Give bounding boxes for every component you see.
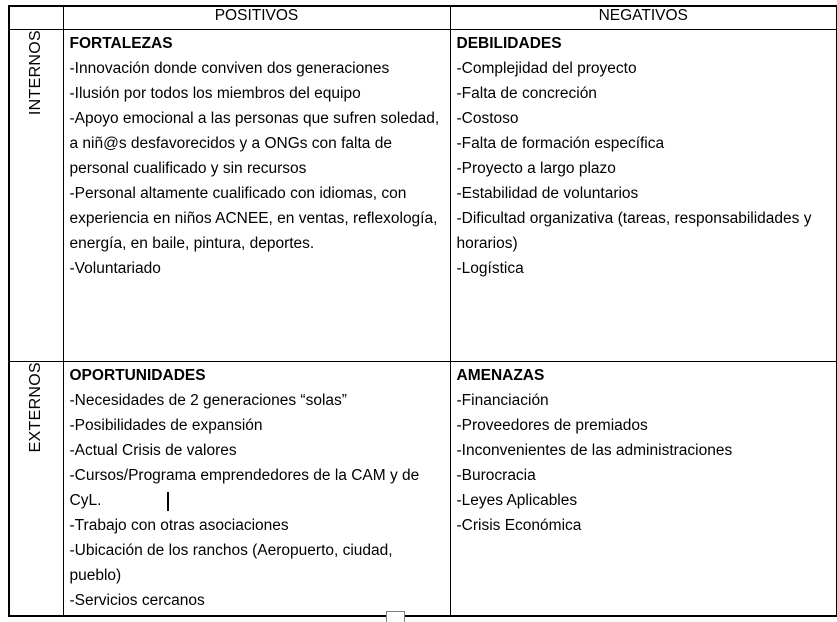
list-item: -Financiación bbox=[456, 391, 549, 409]
list-item: -Inconvenientes de las administraciones bbox=[456, 441, 733, 459]
list-item: -Personal altamente cualificado con idiomas, con experiencia en niños ACNEE, en ventas, reflexología, energía, en baile, pintura, deportes. bbox=[69, 184, 438, 252]
header-row bbox=[9, 6, 837, 29]
text-caret bbox=[167, 492, 169, 511]
list-item: -Logística bbox=[456, 259, 524, 277]
list-item: -Proyecto a largo plazo bbox=[456, 159, 616, 177]
row-header-internos[interactable] bbox=[9, 29, 63, 361]
list-item: -Falta de concreción bbox=[456, 84, 597, 102]
quadrant-list-fortalezas bbox=[70, 56, 444, 281]
list-item: -Costoso bbox=[456, 109, 519, 127]
list-item: -Apoyo emocional a las personas que sufren soledad, a niñ@s desfavorecidos y a ONGs con falta de personal cualificado y sin recursos bbox=[69, 109, 440, 177]
list-item: -Falta de formación específica bbox=[456, 134, 665, 152]
quadrant-title-fortalezas: FORTALEZAS bbox=[69, 34, 173, 52]
quadrant-title-debilidades: DEBILIDADES bbox=[456, 34, 562, 52]
list-item: -Leyes Aplicables bbox=[456, 491, 578, 509]
list-item: -Cursos/Programa emprendedores de la CAM y de CyL. bbox=[69, 466, 420, 509]
corner-cell[interactable] bbox=[9, 6, 63, 29]
quadrant-list-oportunidades bbox=[70, 388, 444, 613]
list-item: -Proveedores de premiados bbox=[456, 416, 648, 434]
list-item: -Servicios cercanos bbox=[69, 591, 205, 609]
quadrant-list-amenazas bbox=[457, 388, 831, 538]
list-item: -Complejidad del proyecto bbox=[456, 59, 637, 77]
swot-table bbox=[8, 5, 837, 617]
list-item: -Innovación donde conviven dos generaciones bbox=[69, 59, 390, 77]
list-item: -Estabilidad de voluntarios bbox=[456, 184, 639, 202]
list-item: -Ilusión por todos los miembros del equipo bbox=[69, 84, 361, 102]
row-header-internos-label: INTERNOS bbox=[27, 29, 45, 115]
column-header-positivos[interactable]: POSITIVOS bbox=[63, 6, 450, 29]
list-item: -Trabajo con otras asociaciones bbox=[69, 516, 289, 534]
list-item: -Actual Crisis de valores bbox=[69, 441, 237, 459]
quadrant-debilidades[interactable] bbox=[450, 29, 837, 361]
quadrant-amenazas[interactable] bbox=[450, 361, 837, 616]
list-item: -Dificultad organizativa (tareas, responsabilidades y horarios) bbox=[456, 209, 812, 252]
list-item: -Crisis Económica bbox=[456, 516, 582, 534]
quadrant-list-debilidades bbox=[457, 56, 831, 281]
row-internos bbox=[9, 29, 837, 361]
quadrant-title-amenazas: AMENAZAS bbox=[456, 366, 545, 384]
list-item: -Ubicación de los ranchos (Aeropuerto, ciudad, pueblo) bbox=[69, 541, 393, 584]
row-header-externos-label: EXTERNOS bbox=[27, 361, 45, 452]
quadrant-fortalezas[interactable] bbox=[63, 29, 450, 361]
list-item: -Posibilidades de expansión bbox=[69, 416, 263, 434]
empty-cell-artifact bbox=[386, 611, 405, 622]
column-header-negativos[interactable]: NEGATIVOS bbox=[450, 6, 837, 29]
quadrant-title-oportunidades: OPORTUNIDADES bbox=[69, 366, 206, 384]
row-externos bbox=[9, 361, 837, 616]
list-item: -Voluntariado bbox=[69, 259, 161, 277]
row-header-externos[interactable] bbox=[9, 361, 63, 616]
list-item: -Necesidades de 2 generaciones “solas” bbox=[69, 391, 347, 409]
quadrant-oportunidades[interactable] bbox=[63, 361, 450, 616]
list-item: -Burocracia bbox=[456, 466, 536, 484]
